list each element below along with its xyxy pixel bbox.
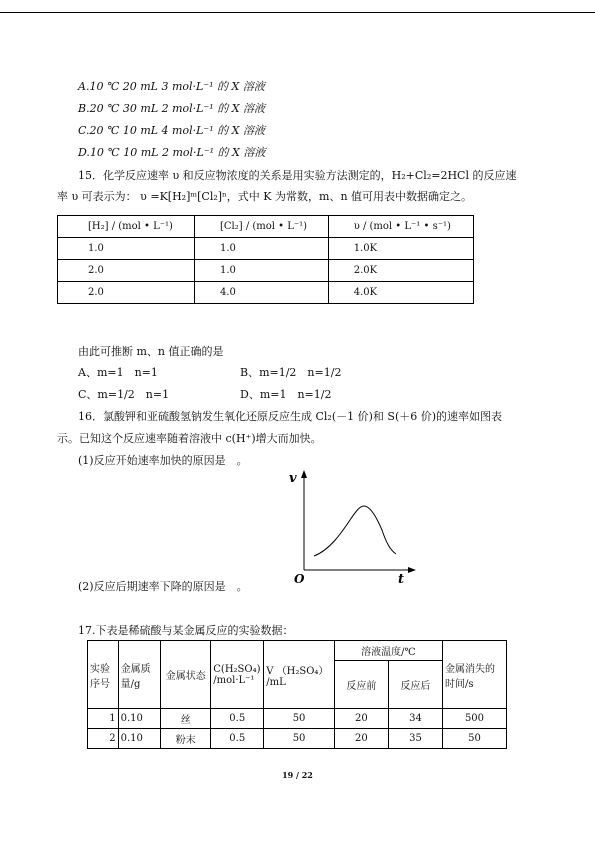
- cell: 粉末: [161, 729, 211, 749]
- cell: 2.0: [58, 282, 195, 304]
- cell: 2.0: [58, 260, 195, 282]
- table-row: [58, 260, 474, 282]
- table-header-row: [88, 641, 507, 661]
- x-axis-arrow: [408, 567, 416, 573]
- cell: 1.0: [58, 238, 195, 260]
- table-row: [58, 238, 474, 260]
- cell: 0.10: [118, 729, 161, 749]
- header-time: 金属消失的时间/s: [442, 641, 506, 709]
- q15-prompt: 由此可推断 m、n 值正确的是: [78, 345, 224, 358]
- cell: 20: [334, 709, 388, 729]
- q16-line2: 示。已知这个反应速率随着溶液中 c(H⁺)增大而加快。: [57, 432, 322, 445]
- q15-option-d: D、m=1 n=1/2: [240, 388, 332, 401]
- cell: 0.5: [211, 709, 264, 729]
- cell: 2.0K: [328, 260, 473, 282]
- table-row: [58, 282, 474, 304]
- cell: 4.0: [195, 282, 329, 304]
- option-d: D.10 ℃ 10 mL 2 mol·L⁻¹ 的 X 溶液: [78, 146, 266, 159]
- table-header-row: [58, 216, 474, 238]
- header-metal-mass: 金属质量/g: [118, 641, 161, 709]
- q15-option-c: C、m=1/2 n=1: [78, 388, 170, 401]
- cell: 1.0: [195, 238, 329, 260]
- table-row: [88, 729, 507, 749]
- cell: 丝: [161, 709, 211, 729]
- cell: 0.10: [118, 709, 161, 729]
- table-row: [88, 709, 507, 729]
- q16-part1: (1)反应开始速率加快的原因是 。: [78, 454, 248, 467]
- option-b: B.20 ℃ 30 mL 2 mol·L⁻¹ 的 X 溶液: [78, 102, 266, 115]
- y-axis-arrow: [301, 470, 307, 478]
- x-axis-label: t: [398, 572, 405, 587]
- header-metal-state: 金属状态: [161, 641, 211, 709]
- cell: 50: [264, 729, 335, 749]
- cell: 500: [442, 709, 506, 729]
- cell: 50: [264, 709, 335, 729]
- option-a: A.10 ℃ 20 mL 3 mol·L⁻¹ 的 X 溶液: [78, 80, 265, 93]
- cell: 1: [88, 709, 119, 729]
- q16-part2: (2)反应后期速率下降的原因是 。: [78, 580, 248, 593]
- header-volume: V （H₂SO₄） /mL: [264, 641, 335, 709]
- header-temp: 溶液温度/℃: [334, 641, 442, 661]
- q15-line2: 率 υ 可表示为： υ =K[H₂]ᵐ[Cl₂]ⁿ，式中 K 为常数，m、n 值可用表中数据确定之。: [57, 190, 473, 203]
- rate-curve: [314, 506, 396, 556]
- header-h2: [H₂] / (mol • L⁻¹): [58, 216, 195, 238]
- option-c: C.20 ℃ 10 mL 4 mol·L⁻¹ 的 X 溶液: [78, 124, 265, 137]
- header-rule: [0, 12, 595, 13]
- header-cl2: [Cl₂] / (mol • L⁻¹): [195, 216, 329, 238]
- cell: 35: [388, 729, 442, 749]
- q15-table: [57, 215, 474, 304]
- origin-label: O: [294, 572, 305, 586]
- q17-table: [87, 640, 507, 749]
- cell: 20: [334, 729, 388, 749]
- y-axis-label: v: [289, 471, 297, 486]
- cell: 4.0K: [328, 282, 473, 304]
- header-conc: C(H₂SO₄) /mol·L⁻¹: [211, 641, 264, 709]
- rate-time-graph: [290, 470, 420, 585]
- header-temp-before: 反应前: [334, 661, 388, 709]
- cell: 0.5: [211, 729, 264, 749]
- page-number: 19 / 22: [282, 770, 313, 780]
- cell: 1.0K: [328, 238, 473, 260]
- header-temp-after: 反应后: [388, 661, 442, 709]
- cell: 1.0: [195, 260, 329, 282]
- header-exp-no: 实验序号: [88, 641, 119, 709]
- cell: 50: [442, 729, 506, 749]
- q16-line1: 16．氯酸钾和亚硫酸氢钠发生氧化还原反应生成 Cl₂(－1 价)和 S(＋6 价)的速率如图表: [78, 410, 503, 423]
- q15-option-a: A、m=1 n=1: [78, 366, 158, 379]
- q15-option-b: B、m=1/2 n=1/2: [240, 366, 342, 379]
- cell: 34: [388, 709, 442, 729]
- q17-title: 17.下表是稀硫酸与某金属反应的实验数据：: [78, 624, 294, 637]
- cell: 2: [88, 729, 119, 749]
- header-rate: υ / (mol • L⁻¹ • s⁻¹): [328, 216, 473, 238]
- q15-line1: 15．化学反应速率 υ 和反应物浓度的关系是用实验方法测定的，H₂+Cl₂=2HCl 的反应速: [78, 169, 517, 182]
